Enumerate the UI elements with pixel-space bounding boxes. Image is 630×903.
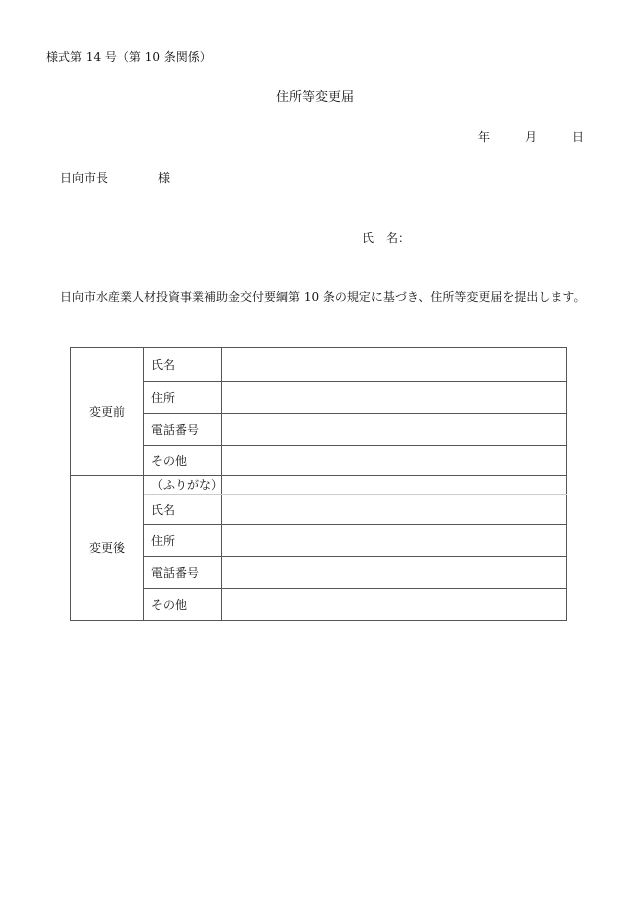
after-phone-label: 電話番号 <box>144 557 222 589</box>
before-other-field[interactable] <box>222 446 567 476</box>
after-group-label: 変更後 <box>71 476 144 621</box>
after-address-label: 住所 <box>144 525 222 557</box>
date-line <box>478 131 584 143</box>
addressee-name: 日向市長 <box>60 171 109 185</box>
table-row <box>71 446 567 476</box>
after-other-label: その他 <box>144 589 222 621</box>
table-row <box>71 476 567 495</box>
table-row <box>71 414 567 446</box>
before-phone-label: 電話番号 <box>144 414 222 446</box>
before-address-field[interactable] <box>222 382 567 414</box>
applicant-name-label: 氏 名： <box>362 231 411 245</box>
before-phone-field[interactable] <box>222 414 567 446</box>
before-other-label: その他 <box>144 446 222 476</box>
after-name-label: 氏名 <box>144 495 222 525</box>
table-row <box>71 382 567 414</box>
form-number: 様式第 14 号（第 10 条関係） <box>46 50 212 64</box>
addressee <box>60 172 170 184</box>
table-row <box>71 557 567 589</box>
addressee-honorific: 様 <box>158 171 171 185</box>
date-month-label: 月 <box>525 130 538 144</box>
after-other-field[interactable] <box>222 589 567 621</box>
after-furigana-label: （ふりがな） <box>144 476 222 495</box>
table-row <box>71 348 567 382</box>
table-row <box>71 495 567 525</box>
after-name-field[interactable] <box>222 495 567 525</box>
after-address-field[interactable] <box>222 525 567 557</box>
table-row <box>71 525 567 557</box>
before-group-label: 変更前 <box>71 348 144 476</box>
before-address-label: 住所 <box>144 382 222 414</box>
before-name-label: 氏名 <box>144 348 222 382</box>
date-day-label: 日 <box>572 130 585 144</box>
date-year-label: 年 <box>478 130 491 144</box>
statement-text: 日向市水産業人材投資事業補助金交付要綱第 10 条の規定に基づき、住所等変更届を提出します。 <box>60 290 586 304</box>
document-title: 住所等変更届 <box>275 90 354 105</box>
table-row <box>71 589 567 621</box>
after-furigana-field[interactable] <box>222 476 567 495</box>
before-name-field[interactable] <box>222 348 567 382</box>
change-form-table <box>70 347 567 621</box>
after-phone-field[interactable] <box>222 557 567 589</box>
